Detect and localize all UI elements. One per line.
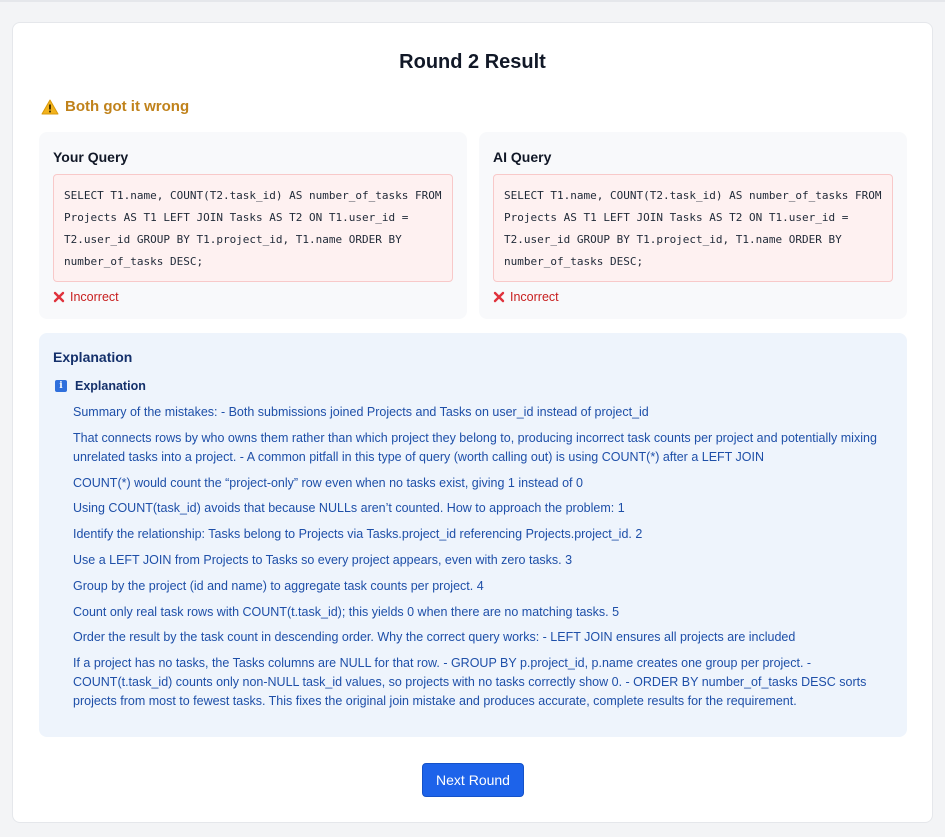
explanation-paragraph: Order the result by the task count in descending order. Why the correct query works: - LEFT JOIN ensures all projects are included [73, 630, 796, 645]
explanation-paragraph: If a project has no tasks, the Tasks columns are NULL for that row. - GROUP BY p.project_id, p.name creates one group per project. - COUNT(t.task_id) counts only non-NULL task_id values, so projects with no tasks correctly show 0. - ORDER BY number_of_tasks DESC sorts projects from most to fewest tasks. This fixes the original join mistake and produces accurate, complete results for the requirement. [73, 656, 867, 709]
explanation-paragraph: That connects rows by who owns them rather than which project they belong to, producing incorrect task counts per project and potentially mixing unrelated tasks into a project. - A common pitfall in this type of query (worth calling out) is using COUNT(*) after a LEFT JOIN [73, 430, 877, 464]
your-query-status [53, 290, 119, 304]
ai-query-panel [479, 132, 907, 319]
your-query-status-text: Incorrect [70, 290, 119, 304]
ai-query-status-text: Incorrect [510, 290, 559, 304]
cross-icon [53, 291, 65, 303]
explanation-panel [39, 333, 907, 737]
your-query-panel [39, 132, 467, 319]
page-title: Round 2 Result [399, 51, 546, 73]
info-icon: i [55, 380, 67, 392]
verdict-text: Both got it wrong [65, 98, 190, 115]
explanation-paragraph: Using COUNT(task_id) avoids that because NULLs aren’t counted. How to approach the problem: 1 [73, 501, 625, 516]
your-query-code: SELECT T1.name, COUNT(T2.task_id) AS number_of_tasks FROM Projects AS T1 LEFT JOIN Tasks AS T2 ON T1.user_id = T2.user_id GROUP BY T1.project_id, T1.name ORDER BY number_of_tasks DESC; [53, 174, 453, 282]
explanation-paragraph: Group by the project (id and name) to aggregate task counts per project. 4 [73, 578, 484, 593]
cross-icon [493, 291, 505, 303]
top-divider [0, 0, 945, 2]
explanation-paragraph: Count only real task rows with COUNT(t.task_id); this yields 0 when there are no matching tasks. 5 [73, 604, 620, 619]
explanation-paragraph: COUNT(*) would count the “project-only” row even when no tasks exist, giving 1 instead of 0 [73, 475, 583, 490]
explanation-paragraph: Use a LEFT JOIN from Projects to Tasks so every project appears, even with zero tasks. 3 [73, 552, 573, 567]
explanation-subtitle: Explanation [75, 379, 146, 393]
explanation-paragraph: Summary of the mistakes: - Both submissions joined Projects and Tasks on user_id instead of project_id [73, 405, 649, 419]
explanation-body [73, 403, 893, 718]
ai-query-title: AI Query [493, 149, 552, 165]
ai-query-code: SELECT T1.name, COUNT(T2.task_id) AS number_of_tasks FROM Projects AS T1 LEFT JOIN Tasks AS T2 ON T1.user_id = T2.user_id GROUP BY T1.project_id, T1.name ORDER BY number_of_tasks DESC; [493, 174, 893, 282]
warning-icon [41, 99, 59, 115]
ai-query-status [493, 290, 559, 304]
explanation-title: Explanation [53, 349, 133, 365]
your-query-title: Your Query [53, 149, 129, 165]
explanation-subheading [55, 379, 146, 393]
verdict-banner [41, 98, 189, 115]
explanation-paragraph: Identify the relationship: Tasks belong to Projects via Tasks.project_id referencing Projects.project_id. 2 [73, 527, 643, 542]
next-round-button[interactable]: Next Round [422, 763, 524, 797]
result-card [12, 22, 933, 823]
